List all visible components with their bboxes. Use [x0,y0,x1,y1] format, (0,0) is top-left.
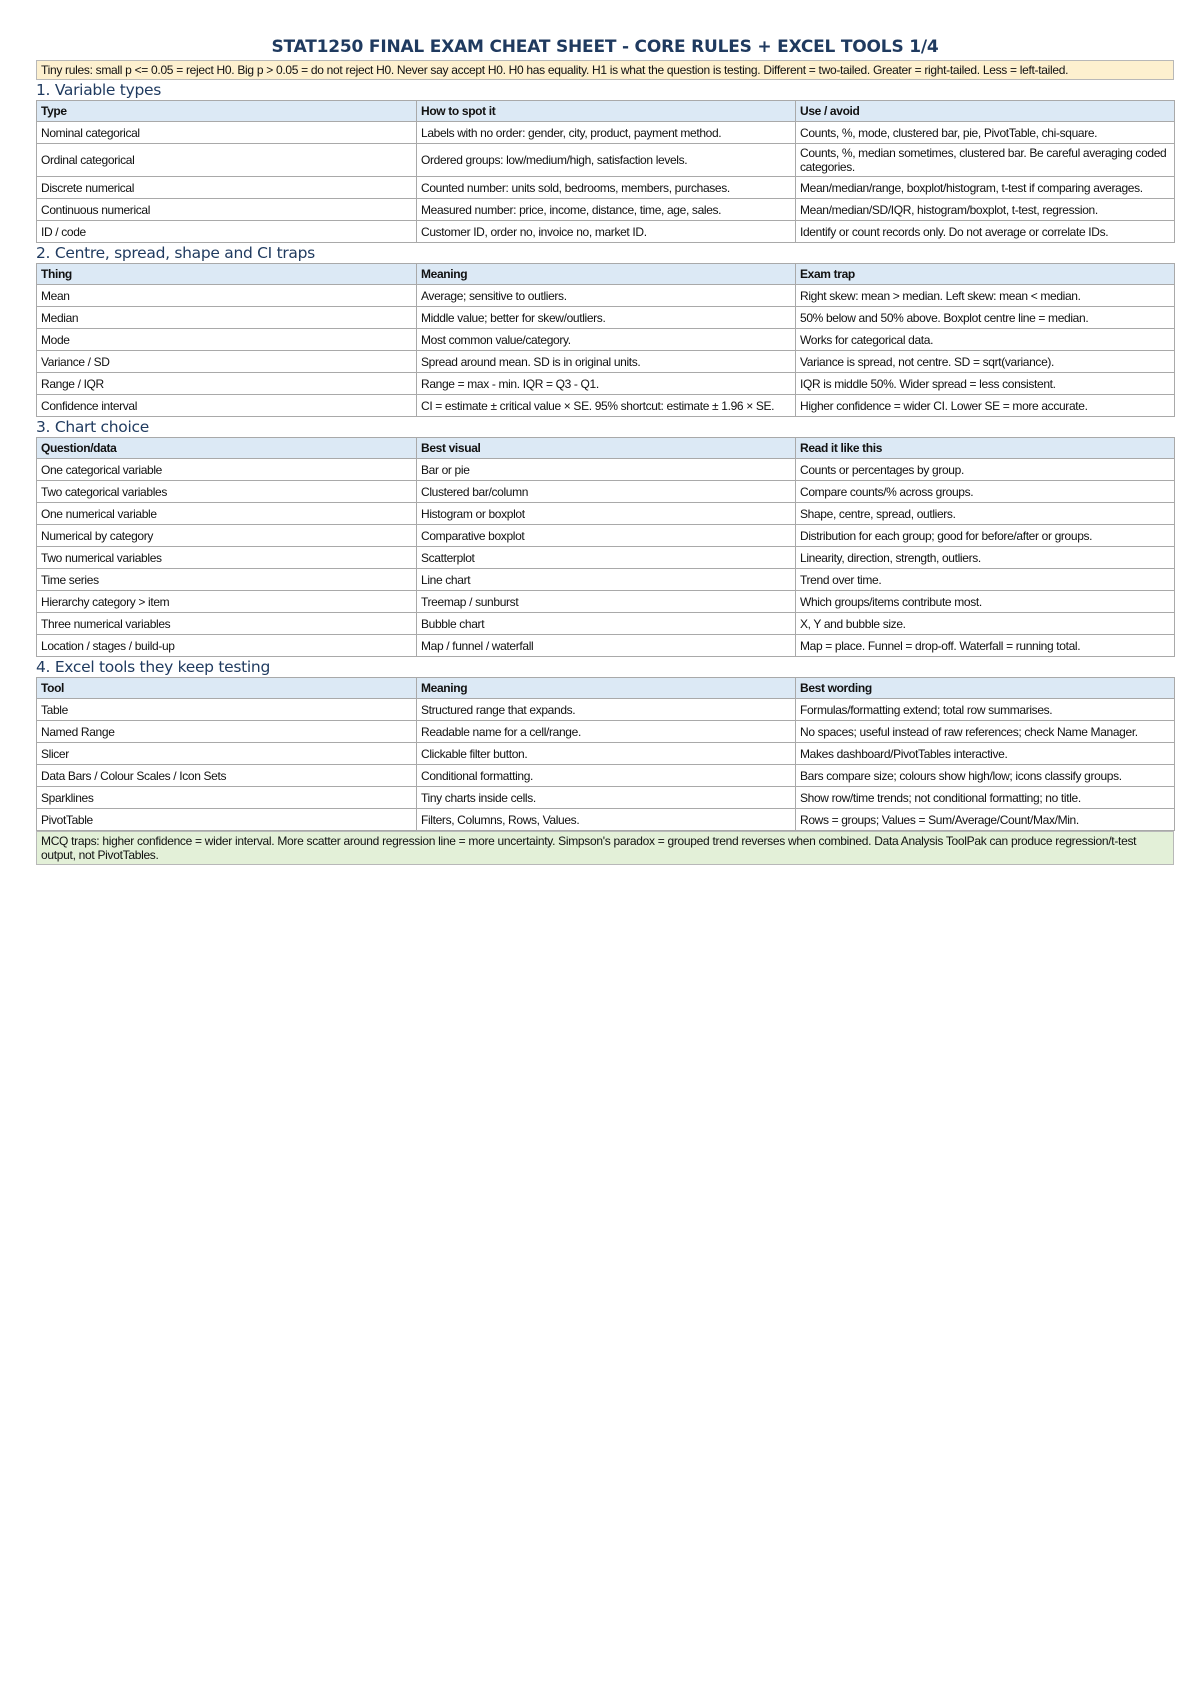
table-row [37,765,1175,787]
table-row [37,699,1175,721]
table-cell: Map / funnel / waterfall [417,635,796,657]
table-cell: Numerical by category [37,525,417,547]
column-header: How to spot it [417,101,796,122]
table-cell: Bubble chart [417,613,796,635]
table-cell: Filters, Columns, Rows, Values. [417,809,796,831]
section-table [36,263,1175,417]
table-row [37,787,1175,809]
table-cell: Middle value; better for skew/outliers. [417,307,796,329]
table-cell: Comparative boxplot [417,525,796,547]
table-row [37,122,1175,144]
table-cell: Measured number: price, income, distance, time, age, sales. [417,199,796,221]
section-heading: 1. Variable types [36,81,162,99]
table-row [37,373,1175,395]
table-row [37,459,1175,481]
table-row [37,613,1175,635]
table-header-row [37,678,1175,699]
table-header-row [37,438,1175,459]
page-title: STAT1250 FINAL EXAM CHEAT SHEET - CORE RULES + EXCEL TOOLS 1/4 [271,37,939,57]
column-header: Best wording [796,678,1175,699]
table-cell: Range = max - min. IQR = Q3 - Q1. [417,373,796,395]
table-cell: Identify or count records only. Do not average or correlate IDs. [796,221,1175,243]
table-cell: Counts or percentages by group. [796,459,1175,481]
table-cell: Right skew: mean > median. Left skew: mean < median. [796,285,1175,307]
table-cell: ID / code [37,221,417,243]
table-cell: Counts, %, median sometimes, clustered bar. Be careful averaging coded categories. [796,144,1175,177]
table-cell: Clickable filter button. [417,743,796,765]
table-cell: Discrete numerical [37,177,417,199]
section-heading: 3. Chart choice [36,418,149,436]
table-row [37,144,1175,177]
table-row [37,635,1175,657]
sections-container [36,80,1174,831]
table-cell: PivotTable [37,809,417,831]
table-row [37,743,1175,765]
table-cell: Tiny charts inside cells. [417,787,796,809]
table-cell: Spread around mean. SD is in original units. [417,351,796,373]
column-header: Question/data [37,438,417,459]
table-cell: Compare counts/% across groups. [796,481,1175,503]
table-row [37,351,1175,373]
table-cell: X, Y and bubble size. [796,613,1175,635]
table-cell: Map = place. Funnel = drop-off. Waterfall = running total. [796,635,1175,657]
table-cell: Bars compare size; colours show high/low; icons classify groups. [796,765,1175,787]
table-cell: Mean/median/range, boxplot/histogram, t-test if comparing averages. [796,177,1175,199]
table-cell: Average; sensitive to outliers. [417,285,796,307]
table-cell: Three numerical variables [37,613,417,635]
table-cell: Counted number: units sold, bedrooms, members, purchases. [417,177,796,199]
table-cell: Named Range [37,721,417,743]
column-header: Meaning [417,678,796,699]
table-cell: Ordinal categorical [37,144,417,177]
table-cell: Labels with no order: gender, city, product, payment method. [417,122,796,144]
table-cell: Bar or pie [417,459,796,481]
table-cell: Variance / SD [37,351,417,373]
table-cell: Two categorical variables [37,481,417,503]
table-cell: Nominal categorical [37,122,417,144]
column-header: Exam trap [796,264,1175,285]
table-cell: Continuous numerical [37,199,417,221]
table-row [37,307,1175,329]
table-cell: Time series [37,569,417,591]
column-header: Meaning [417,264,796,285]
table-cell: Two numerical variables [37,547,417,569]
table-cell: One categorical variable [37,459,417,481]
table-cell: Histogram or boxplot [417,503,796,525]
table-row [37,329,1175,351]
table-row [37,569,1175,591]
table-cell: Which groups/items contribute most. [796,591,1175,613]
table-row [37,481,1175,503]
table-cell: Scatterplot [417,547,796,569]
table-header-row [37,101,1175,122]
section-heading: 2. Centre, spread, shape and CI traps [36,244,315,262]
table-cell: Counts, %, mode, clustered bar, pie, PivotTable, chi-square. [796,122,1175,144]
section-heading: 4. Excel tools they keep testing [36,658,270,676]
column-header: Thing [37,264,417,285]
table-row [37,591,1175,613]
table-cell: Works for categorical data. [796,329,1175,351]
table-row [37,285,1175,307]
table-cell: Range / IQR [37,373,417,395]
section-table [36,677,1175,831]
table-cell: Clustered bar/column [417,481,796,503]
table-cell: Conditional formatting. [417,765,796,787]
table-cell: Location / stages / build-up [37,635,417,657]
table-header-row [37,264,1175,285]
table-cell: Median [37,307,417,329]
mcq-traps-note: MCQ traps: higher confidence = wider interval. More scatter around regression line = more uncertainty. Simpson's paradox = grouped trend reverses when combined. Data Analysis ToolPak can produce regression/t-test output, not PivotTables. [36,831,1174,865]
table-row [37,199,1175,221]
table-row [37,395,1175,417]
table-cell: Mean/median/SD/IQR, histogram/boxplot, t-test, regression. [796,199,1175,221]
table-cell: Hierarchy category > item [37,591,417,613]
column-header: Use / avoid [796,101,1175,122]
table-cell: Ordered groups: low/medium/high, satisfaction levels. [417,144,796,177]
table-cell: Mode [37,329,417,351]
table-row [37,525,1175,547]
table-cell: Formulas/formatting extend; total row summarises. [796,699,1175,721]
table-cell: Variance is spread, not centre. SD = sqrt(variance). [796,351,1175,373]
table-cell: Higher confidence = wider CI. Lower SE = more accurate. [796,395,1175,417]
tiny-rules-note: Tiny rules: small p <= 0.05 = reject H0. Big p > 0.05 = do not reject H0. Never say accept H0. H0 has equality. H1 is what the question is testing. Different = two-tailed. Greater = right-tailed. Less = left-tailed. [36,60,1174,80]
column-header: Best visual [417,438,796,459]
table-row [37,721,1175,743]
section-table [36,100,1175,243]
table-cell: Rows = groups; Values = Sum/Average/Count/Max/Min. [796,809,1175,831]
table-cell: Trend over time. [796,569,1175,591]
table-cell: Data Bars / Colour Scales / Icon Sets [37,765,417,787]
column-header: Tool [37,678,417,699]
table-cell: Most common value/category. [417,329,796,351]
table-row [37,809,1175,831]
table-cell: Shape, centre, spread, outliers. [796,503,1175,525]
table-cell: Customer ID, order no, invoice no, market ID. [417,221,796,243]
table-cell: Treemap / sunburst [417,591,796,613]
table-cell: Readable name for a cell/range. [417,721,796,743]
table-cell: Table [37,699,417,721]
table-cell: Distribution for each group; good for before/after or groups. [796,525,1175,547]
table-cell: Linearity, direction, strength, outliers. [796,547,1175,569]
table-cell: Mean [37,285,417,307]
table-cell: Sparklines [37,787,417,809]
table-cell: Slicer [37,743,417,765]
table-cell: One numerical variable [37,503,417,525]
cheat-sheet [36,34,1174,865]
table-cell: CI = estimate ± critical value × SE. 95% shortcut: estimate ± 1.96 × SE. [417,395,796,417]
table-cell: No spaces; useful instead of raw references; check Name Manager. [796,721,1175,743]
table-cell: Structured range that expands. [417,699,796,721]
table-cell: Makes dashboard/PivotTables interactive. [796,743,1175,765]
table-cell: Show row/time trends; not conditional formatting; no title. [796,787,1175,809]
section-table [36,437,1175,657]
table-cell: IQR is middle 50%. Wider spread = less consistent. [796,373,1175,395]
column-header: Type [37,101,417,122]
table-cell: 50% below and 50% above. Boxplot centre line = median. [796,307,1175,329]
table-row [37,177,1175,199]
table-row [37,547,1175,569]
column-header: Read it like this [796,438,1175,459]
table-cell: Confidence interval [37,395,417,417]
table-row [37,503,1175,525]
table-cell: Line chart [417,569,796,591]
table-row [37,221,1175,243]
